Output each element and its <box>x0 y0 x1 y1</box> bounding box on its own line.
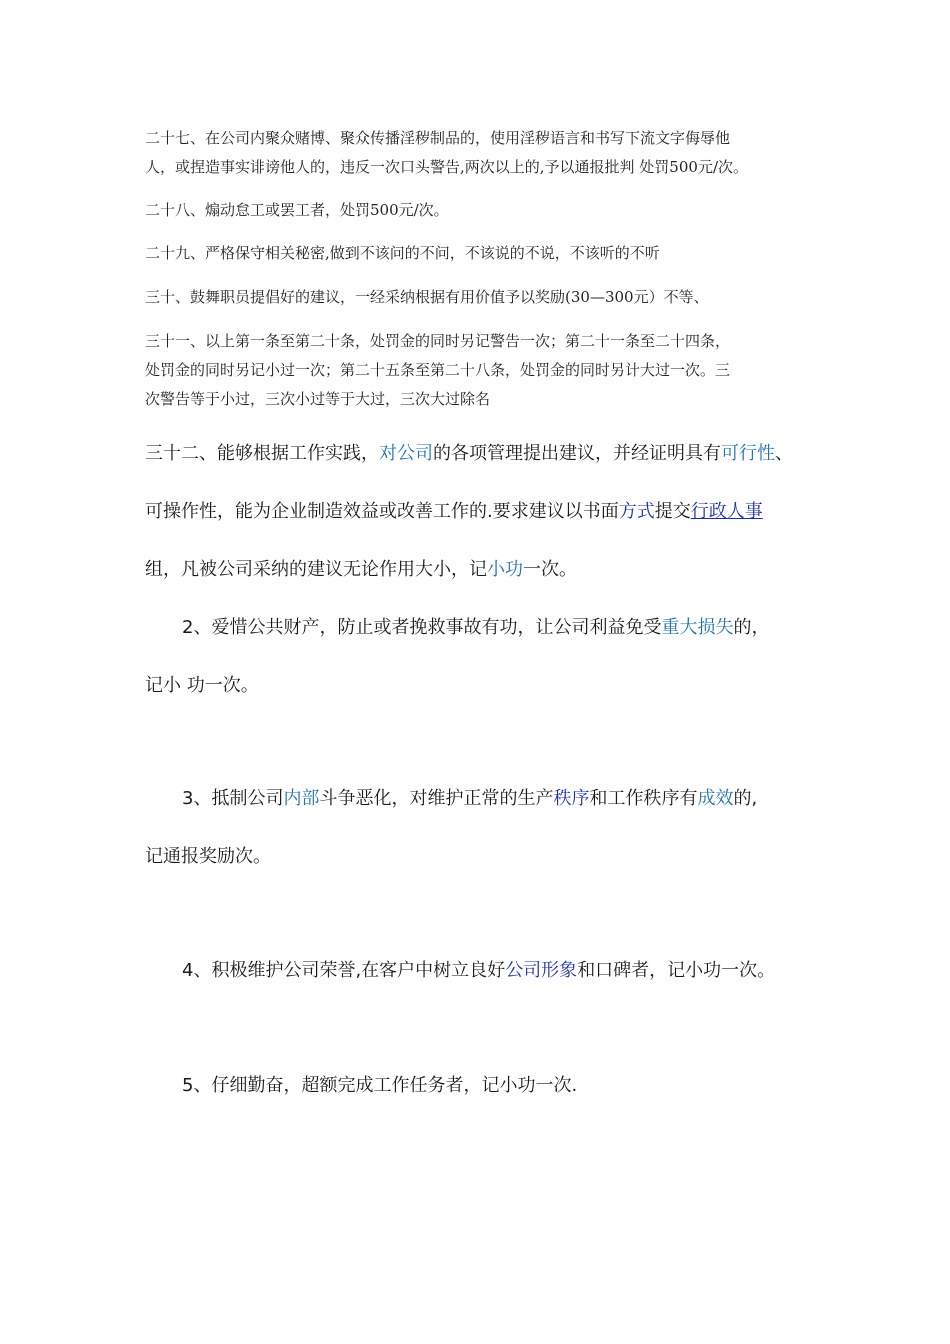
clause-32-text: 组，凡被公司采纳的建议无论作用大小，记 <box>145 559 487 580</box>
clause-32-text: 三十二、能够根据工作实践， <box>145 443 379 464</box>
clause-31-line-1: 三十一、以上第一条至第二十条，处罚金的同时另记警告一次；第二十一条至二十四条， <box>145 332 731 350</box>
clause-32-text: 可操作性，能为企业制造效益或改善工作的.要求建议以书面 <box>145 501 619 522</box>
reward-item-2-text: 的， <box>733 617 770 638</box>
clause-32 <box>145 425 825 599</box>
clause-27 <box>145 124 825 182</box>
reward-item-2 <box>145 599 825 715</box>
link-xiaogong[interactable]: 小功 <box>487 559 523 580</box>
reward-item-4-text: 4、积极维护公司荣誉,在客户中树立良好 <box>182 960 506 981</box>
reward-item-3-line-1 <box>145 770 825 828</box>
reward-item-3-line-2: 记通报奖励次。 <box>145 846 271 867</box>
reward-item-3-text: 的, <box>733 788 758 809</box>
clause-32-line-2 <box>145 483 825 541</box>
reward-item-4-text: 和口碑者，记小功一次。 <box>577 960 776 981</box>
link-gongsi-xingxiang[interactable]: 公司形象 <box>505 960 578 981</box>
clause-31-line-3: 次警告等于小过，三次小过等于大过，三次大过除名 <box>145 390 491 408</box>
clause-32-line-1 <box>145 425 825 483</box>
link-neibu[interactable]: 内部 <box>283 788 320 809</box>
clause-30: 三十、鼓舞职员提倡好的建议，一经采纳根据有用价值予以奖励(30—300元）不等、 <box>145 288 709 306</box>
link-fangshi[interactable]: 方式 <box>618 501 655 522</box>
link-zhongda-sunshi[interactable]: 重大损失 <box>661 617 734 638</box>
reward-item-3-text: 斗争恶化，对维护正常的生产 <box>319 788 554 809</box>
reward-item-5: 5、仔细勤奋，超额完成工作任务者，记小功一次. <box>182 1075 578 1096</box>
reward-item-3-text: 和工作秩序有 <box>589 788 698 809</box>
reward-item-4 <box>145 942 862 1000</box>
reward-item-3-text: 3、抵制公司 <box>182 788 284 809</box>
reward-item-2-line-1 <box>145 599 825 657</box>
clause-27-line-1: 二十七、在公司内聚众赌博、聚众传播淫秽制品的，使用淫秽语言和书写下流文字侮辱他 <box>145 129 731 147</box>
reward-item-2-line-2: 记小 功一次。 <box>145 675 259 696</box>
clause-32-line-3 <box>145 541 825 599</box>
link-chengxiao[interactable]: 成效 <box>697 788 734 809</box>
clause-32-text: 一次。 <box>523 559 577 580</box>
link-kexingxing[interactable]: 可行性 <box>721 443 775 464</box>
clause-29: 二十九、严格保守相关秘密,做到不该问的不问，不该说的不说，不该听的不听 <box>145 244 660 262</box>
link-dui-gongsi[interactable]: 对公司 <box>379 443 433 464</box>
link-xingzheng-renshi[interactable]: 行政人事 <box>690 501 763 522</box>
clause-32-text: 的各项管理提出建议，并经证明具有 <box>433 443 721 464</box>
clause-32-text: 提交 <box>654 501 691 522</box>
clause-28: 二十八、煽动怠工或罢工者，处罚500元/次。 <box>145 201 449 219</box>
clause-32-text: 、 <box>775 443 793 464</box>
reward-item-2-text: 2、爱惜公共财产，防止或者挽救事故有功，让公司利益免受 <box>182 617 662 638</box>
link-zhixu[interactable]: 秩序 <box>553 788 590 809</box>
clause-31 <box>145 327 825 414</box>
reward-item-3 <box>145 770 825 886</box>
clause-31-line-2: 处罚金的同时另记小过一次；第二十五条至第二十八条，处罚金的同时另计大过一次。三 <box>145 361 731 379</box>
clause-27-line-2: 人，或捏造事实诽谤他人的，违反一次口头警告,两次以上的,予以通报批判 处罚500元/次。 <box>145 158 748 176</box>
